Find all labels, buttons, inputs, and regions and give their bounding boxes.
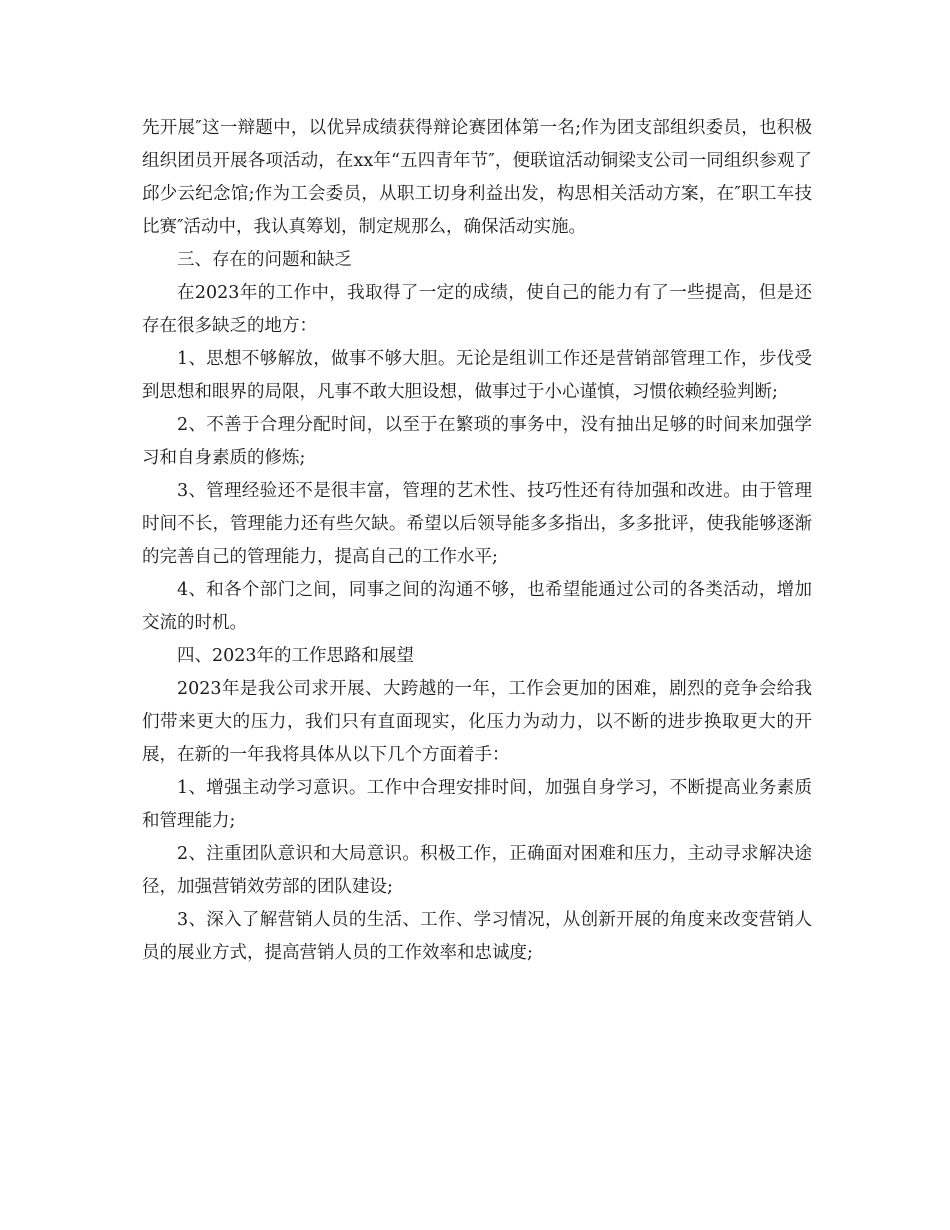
paragraph-continued: 先开展″这一辩题中，以优异成绩获得辩论赛团体第一名;作为团支部组织委员，也积极组织团员开展各项活动，在xx年“五四青年节″，便联谊活动铜梁支公司一同组织参观了邱少云纪念馆;作为工会委员，从职工切身利益出发，构思相关活动方案，在″职工车技比赛″活动中，我认真筹划，制定规那么，确保活动实施。 xyxy=(142,118,812,237)
list-item-plan-3: 3、深入了解营销人员的生活、工作、学习情况，从创新开展的角度来改变营销人员的展业方式，提高营销人员的工作效率和忠诚度; xyxy=(142,910,812,963)
list-item-plan-1: 1、增强主动学习意识。工作中合理安排时间，加强自身学习，不断提高业务素质和管理能力; xyxy=(142,778,812,831)
list-item-problem-1: 1、思想不够解放，做事不够大胆。无论是组训工作还是营销部管理工作，步伐受到思想和眼界的局限，凡事不敢大胆设想，做事过于小心谨慎，习惯依赖经验判断; xyxy=(142,349,812,402)
section-heading-outlook: 四、2023年的工作思路和展望 xyxy=(177,646,415,666)
paragraph-outlook-intro: 2023年是我公司求开展、大跨越的一年，工作会更加的困难，剧烈的竞争会给我们带来更大的压力，我们只有直面现实，化压力为动力，以不断的进步换取更大的开展，在新的一年我将具体从以下几个方面着手： xyxy=(142,679,812,765)
section-heading-problems: 三、存在的问题和缺乏 xyxy=(177,250,352,270)
list-item-problem-4: 4、和各个部门之间，同事之间的沟通不够，也希望能通过公司的各类活动，增加交流的时机。 xyxy=(142,580,812,633)
list-item-problem-2: 2、不善于合理分配时间，以至于在繁琐的事务中，没有抽出足够的时间来加强学习和自身素质的修炼; xyxy=(142,415,812,468)
list-item-problem-3: 3、管理经验还不是很丰富，管理的艺术性、技巧性还有待加强和改进。由于管理时间不长，管理能力还有些欠缺。希望以后领导能多多指出，多多批评，使我能够逐渐的完善自己的管理能力，提高自己的工作水平; xyxy=(142,481,812,567)
document-body xyxy=(142,112,812,970)
list-item-plan-2: 2、注重团队意识和大局意识。积极工作，正确面对困难和压力，主动寻求解决途径，加强营销效劳部的团队建设; xyxy=(142,844,812,897)
paragraph-problems-intro: 在2023年的工作中，我取得了一定的成绩，使自己的能力有了一些提高，但是还存在很多缺乏的地方： xyxy=(142,283,812,336)
